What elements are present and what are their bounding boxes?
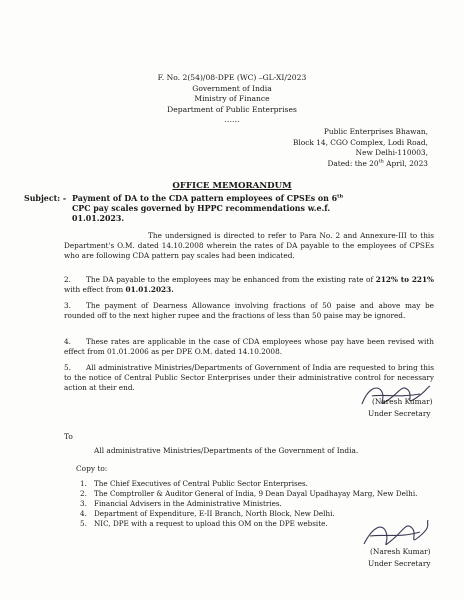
list-item: 2. The Comptroller & Auditor General of India, 9 Dean Dayal Upadhayay Marg, New Delhi. — [80, 489, 418, 498]
date-suffix: April, 2023 — [383, 158, 428, 168]
paragraph-5-number: 5. — [64, 363, 71, 372]
to-label: To — [64, 432, 73, 441]
paragraph-2 — [64, 275, 434, 295]
header-dots: …… — [224, 115, 240, 125]
paragraph-4 — [64, 337, 434, 357]
list-item: 5. NIC, DPE with a request to upload this OM on the DPE website. — [80, 519, 328, 528]
paragraph-1-text: The undersigned is directed to refer to Para No. 2 and Annexure-III to this Department's O.M. dated 14.10.2008 wherein the rates of DA payable to the employees of CPSEs who are following CDA pattern pay scales had been indicated. — [64, 231, 434, 260]
subject-block — [24, 193, 434, 225]
date-prefix: Dated: the 20 — [327, 158, 379, 168]
signature-2-name: (Naresh Kumar) — [370, 547, 431, 556]
subject-label: Subject: - — [24, 194, 67, 203]
paragraph-2-text-a: The DA payable to the employees may be enhanced from the existing rate of — [86, 275, 376, 284]
file-number: F. No. 2(54)/08-DPE (WC) –GL-XI/2023 — [157, 73, 307, 82]
ministry-line: Ministry of Finance — [194, 94, 270, 104]
date-superscript: th — [378, 158, 384, 165]
paragraph-4-text: These rates are applicable in the case of CDA employees whose pay have been revised with effect from 01.01.2006 as per DPE O.M. dated 14.10.2008. — [64, 337, 434, 356]
address-line-1: Public Enterprises Bhawan, — [323, 127, 428, 136]
signature-1-designation: Under Secretary — [368, 409, 431, 418]
paragraph-2-date: 01.01.2023. — [125, 284, 174, 294]
paragraph-5-text: All administrative Ministries/Departments of Government of India are requested to bring this to the notice of Central Public Sector Enterprises under their administrative control for necessary action at their end. — [64, 363, 434, 392]
government-line: Government of India — [192, 83, 272, 93]
paragraph-3 — [64, 301, 434, 321]
paragraph-3-number: 3. — [64, 301, 71, 310]
subject-line-1-text: Payment of DA to the CDA pattern employees of CPSEs on 6 — [72, 194, 338, 203]
copy-to-label: Copy to: — [76, 464, 108, 473]
memo-title: OFFICE MEMORANDUM — [172, 181, 292, 191]
signature-2-designation: Under Secretary — [368, 559, 431, 568]
address-block — [293, 127, 428, 169]
subject-line-1 — [64, 194, 434, 204]
to-recipients: All administrative Ministries/Departments of the Government of India. — [94, 446, 359, 455]
subject-line-3: 01.01.2023. — [72, 214, 125, 224]
department-line: Department of Public Enterprises — [167, 104, 297, 114]
list-item: 4. Department of Expenditure, E-II Branch, North Block, New Delhi. — [80, 509, 335, 518]
subject-superscript: th — [337, 193, 344, 200]
paragraph-3-text: The payment of Dearness Allowance involving fractions of 50 paise and above may be rounded off to the next higher rupee and the fractions of less than 50 paise may be ignored. — [64, 301, 434, 320]
subject-line-2: CPC pay scales governed by HPPC recommendations w.e.f. — [72, 204, 331, 214]
paragraph-4-number: 4. — [64, 337, 71, 346]
paragraph-2-rate: 212% to 221% — [375, 275, 434, 284]
list-item: 3. Financial Advisers in the Administrative Ministries. — [80, 499, 282, 508]
header-block — [0, 73, 464, 126]
address-line-2: Block 14, CGO Complex, Lodi Road, — [292, 137, 428, 147]
date-line — [293, 159, 428, 170]
address-line-3: New Delhi-110003, — [355, 148, 428, 158]
paragraph-2-text-b: with effect from — [64, 284, 126, 294]
list-item: 1. The Chief Executives of Central Public Sector Enterprises. — [80, 479, 308, 488]
paragraph-2-number: 2. — [64, 275, 71, 284]
paragraph-1 — [64, 231, 434, 261]
signature-1-name: (Naresh Kumar) — [372, 397, 433, 406]
